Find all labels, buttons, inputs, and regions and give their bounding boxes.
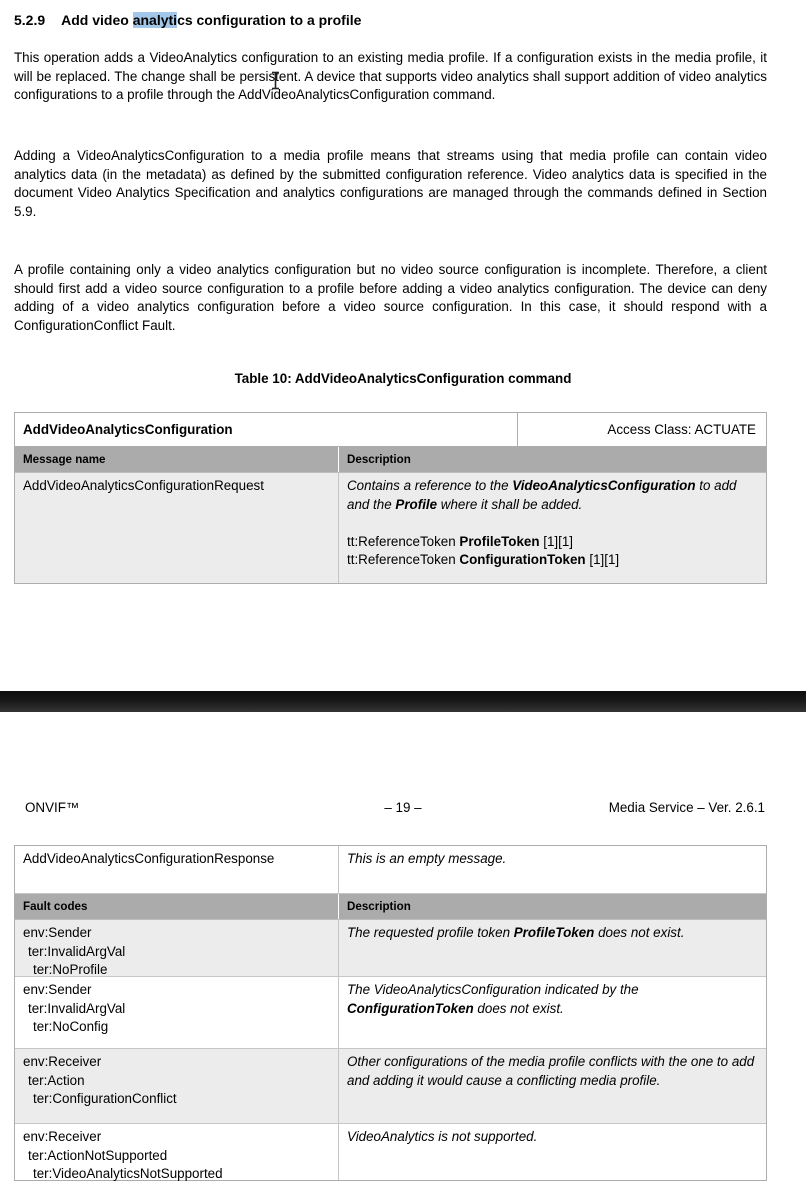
fault-code-line: ter:NoProfile [33, 962, 108, 977]
desc-token: Profile [395, 496, 438, 512]
fault-code-line: env:Receiver [23, 1129, 102, 1144]
fault-code-line: ter:NoConfig [33, 1019, 109, 1034]
paragraph-1: This operation adds a VideoAnalytics configuration to an existing media profile. If a configuration exists in the media profile, it will be replaced. The change shall be persistent. A device that supports video analytics shall support addition of video analytics configurations to a profile through the AddVideoAnalyticsConfiguration command. [14, 50, 767, 103]
fault-code-line: ter:ActionNotSupported [28, 1147, 168, 1163]
request-row [15, 473, 766, 583]
access-class: Access Class: ACTUATE [607, 422, 756, 437]
section-number: 5.2.9 [14, 12, 46, 28]
fault-codes [15, 1124, 339, 1180]
section-title [61, 12, 361, 28]
param-type: tt:ReferenceToken [347, 552, 460, 567]
command-table-header-row [15, 447, 766, 473]
fault-row [15, 1124, 766, 1180]
fault-description [339, 977, 766, 1048]
param-cardinality: [1][1] [539, 533, 574, 549]
fault-code-line: ter:InvalidArgVal [28, 943, 126, 959]
desc-token: VideoAnalyticsConfiguration [512, 478, 696, 493]
param-configuration-token [347, 551, 758, 570]
param-profile-token [347, 533, 758, 552]
fault-code-line: env:Sender [23, 982, 92, 997]
param-name: ConfigurationToken [459, 552, 586, 567]
desc-seg: Contains a reference to the [347, 478, 513, 493]
command-table-title-row [15, 413, 766, 447]
desc-seg: The VideoAnalyticsConfiguration indicated by the [347, 982, 639, 997]
fault-codes [15, 920, 339, 976]
running-header-brand: ONVIF™ [25, 800, 80, 815]
paragraph-3: A profile containing only a video analytics configuration but no video source configuration is incomplete. Therefore, a client should first add a video source configuration to a profile before adding a video analytics configuration. The device can deny adding of a video analytics configuration before a video source configuration. In this case, it should respond with a ConfigurationConflict Fault. [14, 262, 767, 333]
table-caption: Table 10: AddVideoAnalyticsConfiguration command [234, 371, 572, 386]
running-header-doc-version: Media Service – Ver. 2.6.1 [608, 800, 765, 815]
response-message-name: AddVideoAnalyticsConfigurationResponse [15, 846, 339, 893]
fault-row [15, 977, 766, 1049]
selected-text-highlight[interactable]: analyti [132, 12, 178, 28]
desc-token: ConfigurationToken [347, 1000, 474, 1016]
fault-description [339, 920, 766, 976]
running-header [0, 800, 806, 820]
desc-seg: VideoAnalytics is not supported. [347, 1129, 538, 1144]
fault-codes [15, 977, 339, 1048]
desc-token: ProfileToken [513, 925, 595, 940]
fault-code-line: ter:Action [28, 1072, 85, 1088]
response-description: This is an empty message. [347, 851, 507, 866]
section-title-pre: Add video [61, 12, 133, 28]
fault-code-line: ter:VideoAnalyticsNotSupported [33, 1166, 223, 1181]
page-separator [0, 691, 806, 712]
paragraph-2: Adding a VideoAnalyticsConfiguration to a media profile means that streams using that media profile can contain video analytics data (in the metadata) as defined by the submitted configuration reference. Video analytics data is specified in the document Video Analytics Specification and analytics configurations are managed through the commands defined in Section 5.9. [14, 148, 767, 219]
fault-code-line: ter:ConfigurationConflict [33, 1091, 177, 1106]
column-header-description: Description [347, 453, 411, 466]
fault-description [339, 1049, 766, 1123]
desc-seg: where it shall be added. [437, 496, 583, 512]
fault-description [339, 1124, 766, 1180]
fault-table [14, 845, 767, 1181]
page-number: – 19 – [384, 800, 422, 815]
fault-codes [15, 1049, 339, 1123]
spacer [347, 514, 758, 533]
desc-seg: to add and the [347, 478, 737, 512]
section-title-post: cs configuration to a profile [177, 12, 362, 28]
column-header-description: Description [347, 900, 411, 913]
fault-row [15, 1049, 766, 1124]
request-description [347, 477, 758, 514]
param-cardinality: [1][1] [585, 552, 620, 567]
fault-table-header-row [15, 894, 766, 920]
desc-seg: does not exist. [594, 925, 685, 940]
command-table [14, 412, 767, 584]
fault-code-line: ter:InvalidArgVal [28, 1000, 126, 1016]
fault-code-line: env:Receiver [23, 1054, 102, 1069]
response-row [15, 846, 766, 894]
column-header-fault-codes: Fault codes [15, 894, 339, 919]
request-description-cell [339, 473, 766, 583]
desc-seg: does not exist. [473, 1000, 564, 1016]
desc-seg: The requested profile token [347, 925, 514, 940]
text-cursor-icon [270, 71, 281, 90]
column-header-message-name: Message name [15, 447, 339, 472]
fault-code-line: env:Sender [23, 925, 92, 940]
request-message-name: AddVideoAnalyticsConfigurationRequest [15, 473, 339, 583]
fault-row [15, 920, 766, 977]
command-name: AddVideoAnalyticsConfiguration [15, 413, 518, 446]
desc-seg: Other configurations of the media profile conflicts with the one to add and adding it would cause a conflicting media profile. [347, 1054, 755, 1088]
param-type: tt:ReferenceToken [347, 533, 460, 549]
section-heading [14, 12, 361, 28]
param-name: ProfileToken [459, 533, 540, 549]
